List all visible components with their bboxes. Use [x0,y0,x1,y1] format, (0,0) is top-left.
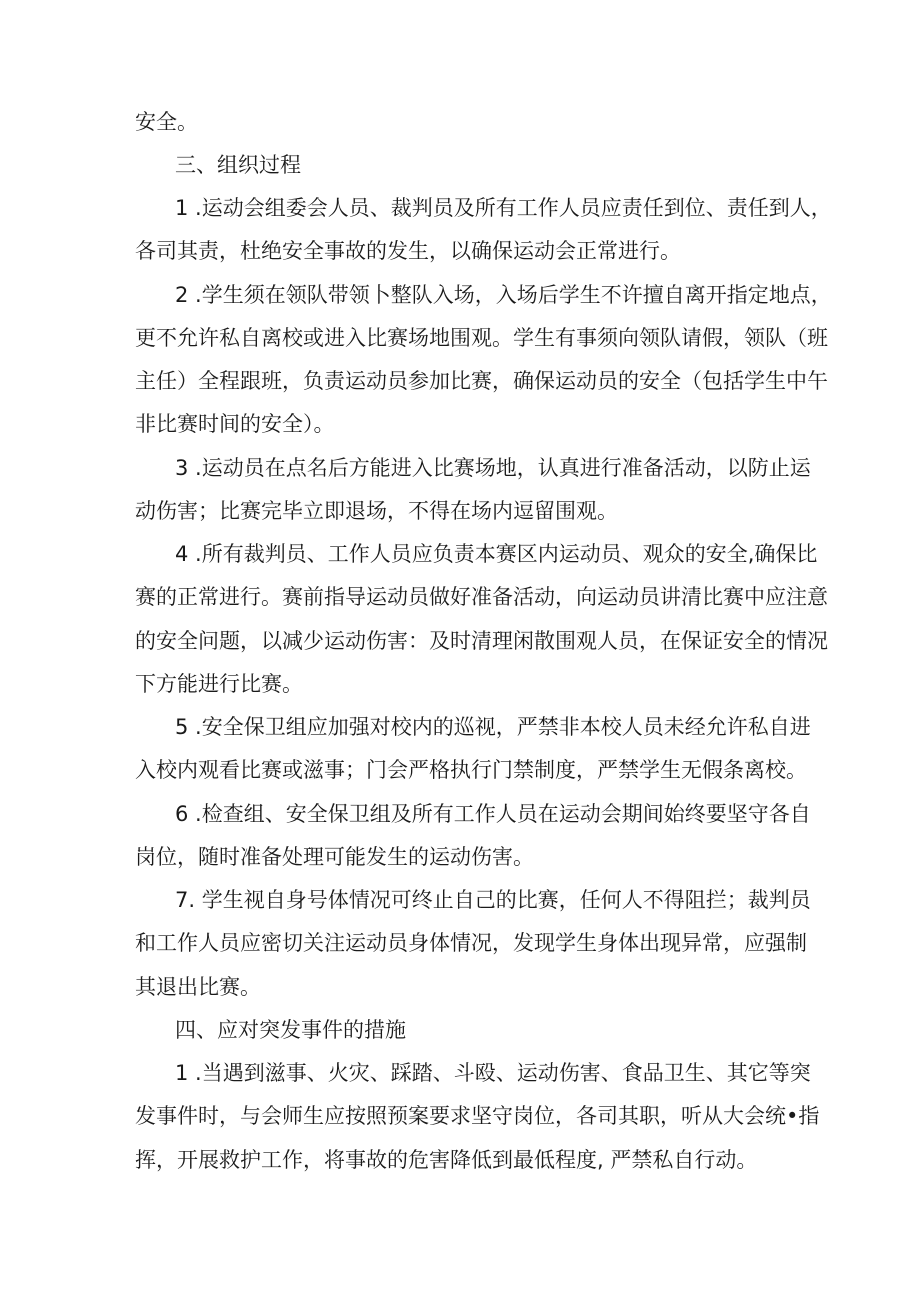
text-line: 6 .检查组、安全保卫组及所有工作人员在运动会期间始终要坚守各自 [175,802,811,826]
text-line: 安全。 [135,110,198,134]
text-line: 动伤害；比赛完毕立即退场，不得在场内逗留围观。 [135,499,618,523]
text-line: 更不允许私自离校或进入比赛场地围观。学生有事须向领队请假，领队（班 [135,326,828,350]
text-line: 各司其责，杜绝安全事故的发生，以确保运动会正常进行。 [135,239,681,263]
text-line: 主任）全程跟班，负责运动员参加比赛，确保运动员的安全（包括学生中午 [135,369,828,393]
text-line: 4 .所有裁判员、工作人员应负责本赛区内运动员、观众的安全,确保比 [175,542,818,566]
text-line: 3 .运动员在点名后方能进入比赛场地，认真进行准备活动，以防止运 [175,456,811,480]
text-line: 发事件时，与会师生应按照预案要求坚守岗位，各司其职，听从大会统•指 [135,1104,820,1128]
text-line: 非比赛时间的安全）。 [135,412,335,436]
text-line: 岗位，随时准备处理可能发生的运动伤害。 [135,845,534,869]
text-line: 赛的正常进行。赛前指导运动员做好准备活动，向运动员讲清比赛中应注意 [135,585,828,609]
text-line: 7. 学生视自身号体情况可终止自己的比赛，任何人不得阻拦；裁判员 [175,888,811,912]
section-heading: 四、应对突发事件的措施 [175,1018,406,1042]
text-line: 挥，开展救护工作，将事故的危害降低到最低程度, 严禁私自行动。 [135,1148,758,1172]
text-line: 5 .安全保卫组应加强对校内的巡视，严禁非本校人员未经允许私自进 [175,715,811,739]
text-line: 和工作人员应密切关注运动员身体情况，发现学生身体出现异常，应强制 [135,931,807,955]
text-line: 下方能进行比赛。 [135,672,303,696]
text-line: 1 .运动会组委会人员、裁判员及所有工作人员应责任到位、责任到人， [175,196,832,220]
text-line: 1 .当遇到滋事、火灾、踩踏、斗殴、运动伤害、食品卫生、其它等突 [175,1061,811,1085]
text-line: 其退出比赛。 [135,975,261,999]
section-heading: 三、组织过程 [175,153,301,177]
text-line: 入校内观看比赛或滋事；门会严格执行门禁制度，严禁学生无假条离校。 [135,758,807,782]
text-line: 的安全问题，以减少运动伤害：及时清理闲散围观人员，在保证安全的情况 [135,629,828,653]
text-line: 2 .学生须在领队带领卜整队入场，入场后学生不许擅自离开指定地点， [175,283,832,307]
